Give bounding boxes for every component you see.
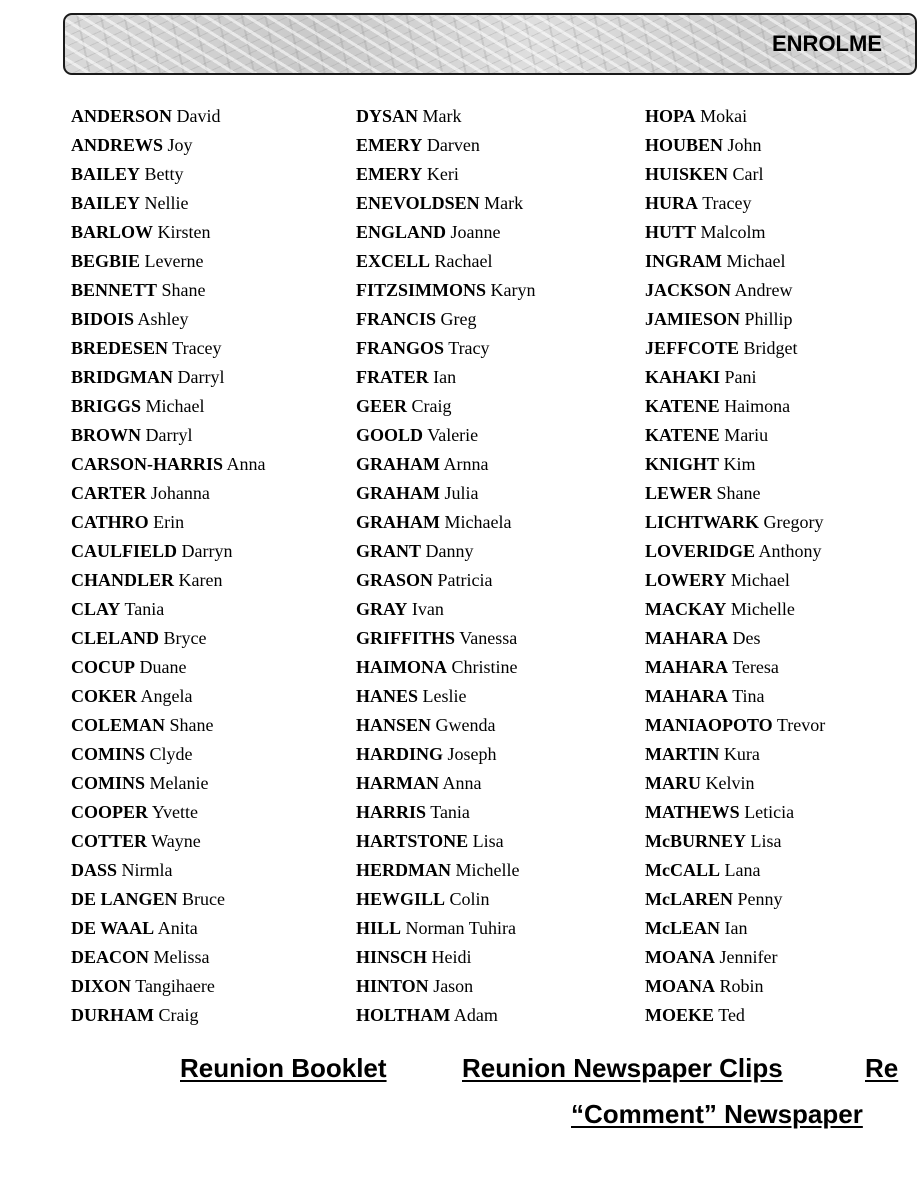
name-entry: [645, 249, 825, 278]
surname: FRATER: [356, 367, 429, 387]
surname: MOANA: [645, 947, 715, 967]
surname: HANSEN: [356, 715, 432, 735]
name-entry: [356, 481, 536, 510]
given-name: Patricia: [437, 570, 493, 590]
given-name: Valerie: [427, 425, 479, 445]
surname: CAULFIELD: [71, 541, 178, 561]
surname: COOPER: [71, 802, 149, 822]
given-name: Teresa: [732, 657, 779, 677]
given-name: Rachael: [434, 251, 493, 271]
given-name: Michael: [726, 251, 786, 271]
surname: LEWER: [645, 483, 713, 503]
name-entry: [645, 394, 825, 423]
given-name: Leticia: [744, 802, 795, 822]
surname: GOOLD: [356, 425, 424, 445]
given-name: Lana: [724, 860, 761, 880]
name-entry: [71, 974, 266, 1003]
surname: COTTER: [71, 831, 148, 851]
name-entry: [71, 829, 266, 858]
given-name: Bryce: [163, 628, 207, 648]
name-entry: [356, 568, 536, 597]
name-entry: [645, 365, 825, 394]
given-name: Carl: [732, 164, 764, 184]
surname: MOANA: [645, 976, 715, 996]
given-name: Jason: [433, 976, 474, 996]
surname: CLAY: [71, 599, 121, 619]
given-name: Penny: [737, 889, 783, 909]
name-entry: [356, 307, 536, 336]
name-entry: [356, 655, 536, 684]
given-name: Heidi: [431, 947, 472, 967]
reunion-newspaper-clips-link[interactable]: Reunion Newspaper Clips: [462, 1053, 783, 1083]
name-entry: [645, 916, 825, 945]
given-name: Trevor: [776, 715, 826, 735]
name-entry: [71, 481, 266, 510]
surname: McLAREN: [645, 889, 733, 909]
surname: MARTIN: [645, 744, 720, 764]
name-entry: [645, 278, 825, 307]
surname: FRANCIS: [356, 309, 437, 329]
given-name: Gregory: [763, 512, 824, 532]
name-entry: [71, 423, 266, 452]
given-name: Tracey: [172, 338, 222, 358]
given-name: Melanie: [149, 773, 209, 793]
name-entry: [645, 829, 825, 858]
name-entry: [71, 742, 266, 771]
given-name: Shane: [161, 280, 206, 300]
given-name: Joy: [167, 135, 193, 155]
given-name: Kirsten: [157, 222, 211, 242]
name-entry: [71, 539, 266, 568]
name-entry: [645, 336, 825, 365]
given-name: Phillip: [744, 309, 793, 329]
name-entry: [71, 655, 266, 684]
name-entry: [356, 394, 536, 423]
name-entry: [645, 945, 825, 974]
name-entry: [645, 104, 825, 133]
surname: GRAHAM: [356, 512, 440, 532]
name-entry: [645, 887, 825, 916]
surname: GRAY: [356, 599, 408, 619]
surname: CARTER: [71, 483, 147, 503]
name-entry: [645, 191, 825, 220]
surname: BENNETT: [71, 280, 158, 300]
name-entry: [71, 626, 266, 655]
given-name: Mokai: [700, 106, 748, 126]
given-name: Lisa: [472, 831, 504, 851]
name-entry: [356, 974, 536, 1003]
name-entry: [71, 800, 266, 829]
surname: GRIFFITHS: [356, 628, 456, 648]
surname: BAILEY: [71, 193, 141, 213]
name-entry: [356, 916, 536, 945]
surname: JEFFCOTE: [645, 338, 740, 358]
surname: HARTSTONE: [356, 831, 469, 851]
given-name: John: [727, 135, 762, 155]
surname: HOUBEN: [645, 135, 724, 155]
surname: HOLTHAM: [356, 1005, 451, 1025]
name-entry: [71, 307, 266, 336]
given-name: Karyn: [490, 280, 536, 300]
name-entry: [71, 568, 266, 597]
name-entry: [645, 684, 825, 713]
given-name: Michelle: [730, 599, 795, 619]
surname: DEACON: [71, 947, 150, 967]
given-name: Vanessa: [459, 628, 518, 648]
surname: MOEKE: [645, 1005, 715, 1025]
banner-title: ENROLME: [772, 31, 882, 56]
given-name: Adam: [453, 1005, 498, 1025]
name-entry: [71, 191, 266, 220]
given-name: Tina: [732, 686, 765, 706]
name-entry: [71, 104, 266, 133]
given-name: Tania: [430, 802, 470, 822]
name-entry: [71, 220, 266, 249]
name-entry: [71, 887, 266, 916]
surname: KAHAKI: [645, 367, 721, 387]
name-entry: [71, 278, 266, 307]
surname: COMINS: [71, 773, 146, 793]
surname: ANDREWS: [71, 135, 164, 155]
given-name: Arnna: [443, 454, 489, 474]
given-name: Ivan: [411, 599, 444, 619]
given-name: Ian: [724, 918, 748, 938]
name-entry: [71, 945, 266, 974]
given-name: Julia: [444, 483, 479, 503]
given-name: Tracey: [702, 193, 752, 213]
name-entry: [356, 742, 536, 771]
surname: DYSAN: [356, 106, 419, 126]
surname: COCUP: [71, 657, 135, 677]
given-name: Bruce: [182, 889, 225, 909]
given-name: Mark: [422, 106, 462, 126]
given-name: Johanna: [150, 483, 210, 503]
given-name: Danny: [425, 541, 474, 561]
surname: HINTON: [356, 976, 429, 996]
name-entry: [71, 1003, 266, 1032]
given-name: Des: [732, 628, 761, 648]
surname: LOWERY: [645, 570, 727, 590]
given-name: Betty: [144, 164, 184, 184]
surname: MAHARA: [645, 628, 728, 648]
surname: CHANDLER: [71, 570, 175, 590]
given-name: Darven: [426, 135, 480, 155]
given-name: Joanne: [450, 222, 501, 242]
surname: HILL: [356, 918, 402, 938]
surname: HANES: [356, 686, 419, 706]
given-name: Darryn: [181, 541, 233, 561]
given-name: Norman Tuhira: [405, 918, 517, 938]
given-name: Lisa: [750, 831, 782, 851]
name-entry: [356, 452, 536, 481]
given-name: Leverne: [144, 251, 204, 271]
surname: HUISKEN: [645, 164, 729, 184]
surname: ENEVOLDSEN: [356, 193, 480, 213]
given-name: Greg: [440, 309, 477, 329]
surname: DE LANGEN: [71, 889, 178, 909]
name-entry: [356, 249, 536, 278]
comment-newspaper-link[interactable]: “Comment” Newspaper: [571, 1099, 863, 1129]
surname: HURA: [645, 193, 698, 213]
given-name: Craig: [411, 396, 452, 416]
given-name: Keri: [426, 164, 459, 184]
given-name: Malcolm: [700, 222, 766, 242]
surname: MACKAY: [645, 599, 727, 619]
given-name: David: [176, 106, 221, 126]
name-entry: [645, 597, 825, 626]
name-entry: [356, 1003, 536, 1032]
given-name: Ashley: [137, 309, 189, 329]
surname: JACKSON: [645, 280, 732, 300]
name-entry: [356, 162, 536, 191]
surname: EMERY: [356, 164, 423, 184]
surname: KATENE: [645, 425, 720, 445]
given-name: Karen: [178, 570, 223, 590]
name-entry: [71, 336, 266, 365]
surname: DIXON: [71, 976, 132, 996]
name-entry: [645, 220, 825, 249]
name-entry: [645, 771, 825, 800]
surname: EXCELL: [356, 251, 431, 271]
given-name: Anthony: [758, 541, 822, 561]
surname: BRIDGMAN: [71, 367, 173, 387]
surname: McLEAN: [645, 918, 720, 938]
surname: BROWN: [71, 425, 142, 445]
surname: HOPA: [645, 106, 696, 126]
name-entry: [645, 133, 825, 162]
surname: MAHARA: [645, 657, 728, 677]
name-entry: [645, 655, 825, 684]
surname: JAMIESON: [645, 309, 741, 329]
name-entry: [356, 858, 536, 887]
given-name: Angela: [140, 686, 193, 706]
reunion-booklet-link[interactable]: Reunion Booklet: [180, 1053, 387, 1083]
name-entry: [71, 249, 266, 278]
name-entry: [71, 597, 266, 626]
surname: COMINS: [71, 744, 146, 764]
name-entry: [71, 510, 266, 539]
name-entry: [645, 539, 825, 568]
given-name: Tracy: [448, 338, 490, 358]
name-entry: [71, 713, 266, 742]
name-column-2: [356, 104, 536, 1032]
given-name: Ted: [718, 1005, 745, 1025]
name-entry: [356, 626, 536, 655]
surname: HINSCH: [356, 947, 428, 967]
given-name: Darryl: [145, 425, 193, 445]
name-entry: [356, 684, 536, 713]
given-name: Clyde: [149, 744, 193, 764]
name-entry: [645, 713, 825, 742]
name-entry: [356, 220, 536, 249]
given-name: Anna: [442, 773, 482, 793]
given-name: Melissa: [153, 947, 210, 967]
surname: GEER: [356, 396, 408, 416]
given-name: Mariu: [724, 425, 769, 445]
given-name: Gwenda: [435, 715, 496, 735]
surname: ANDERSON: [71, 106, 173, 126]
name-entry: [356, 423, 536, 452]
name-entry: [645, 974, 825, 1003]
given-name: Michael: [145, 396, 205, 416]
surname: MANIAOPOTO: [645, 715, 773, 735]
given-name: Anna: [226, 454, 266, 474]
surname: DE WAAL: [71, 918, 155, 938]
surname: GRANT: [356, 541, 422, 561]
given-name: Duane: [139, 657, 187, 677]
name-entry: [645, 742, 825, 771]
name-entry: [645, 800, 825, 829]
surname: FITZSIMMONS: [356, 280, 487, 300]
name-entry: [356, 510, 536, 539]
given-name: Jennifer: [719, 947, 778, 967]
given-name: Bridget: [743, 338, 798, 358]
given-name: Haimona: [724, 396, 791, 416]
name-entry: [645, 626, 825, 655]
surname: CARSON-HARRIS: [71, 454, 224, 474]
name-entry: [71, 858, 266, 887]
surname: HAIMONA: [356, 657, 447, 677]
given-name: Nellie: [144, 193, 189, 213]
given-name: Michael: [730, 570, 790, 590]
surname: HARRIS: [356, 802, 427, 822]
given-name: Darryl: [177, 367, 225, 387]
surname: HARDING: [356, 744, 444, 764]
surname: KATENE: [645, 396, 720, 416]
given-name: Andrew: [734, 280, 793, 300]
name-entry: [356, 887, 536, 916]
given-name: Kim: [723, 454, 756, 474]
given-name: Tangihaere: [135, 976, 215, 996]
name-entry: [71, 365, 266, 394]
surname: HEWGILL: [356, 889, 446, 909]
surname: MAHARA: [645, 686, 728, 706]
surname: BARLOW: [71, 222, 154, 242]
name-column-1: [71, 104, 266, 1032]
surname: CLELAND: [71, 628, 160, 648]
given-name: Erin: [153, 512, 185, 532]
given-name: Nirmla: [121, 860, 173, 880]
name-entry: [645, 307, 825, 336]
name-entry: [356, 829, 536, 858]
name-entry: [645, 481, 825, 510]
given-name: Kura: [723, 744, 760, 764]
given-name: Shane: [169, 715, 214, 735]
surname: LICHTWARK: [645, 512, 760, 532]
surname: COLEMAN: [71, 715, 165, 735]
name-entry: [356, 191, 536, 220]
given-name: Robin: [719, 976, 764, 996]
surname: HARMAN: [356, 773, 439, 793]
name-entry: [645, 858, 825, 887]
given-name: Ian: [433, 367, 457, 387]
surname: GRAHAM: [356, 454, 440, 474]
surname: BEGBIE: [71, 251, 141, 271]
name-entry: [645, 510, 825, 539]
given-name: Shane: [716, 483, 761, 503]
surname: MARU: [645, 773, 701, 793]
name-entry: [356, 713, 536, 742]
given-name: Tania: [124, 599, 165, 619]
surname: MATHEWS: [645, 802, 740, 822]
given-name: Christine: [451, 657, 518, 677]
surname: EMERY: [356, 135, 423, 155]
given-name: Pani: [724, 367, 757, 387]
surname: KNIGHT: [645, 454, 720, 474]
name-entry: [71, 452, 266, 481]
surname: LOVERIDGE: [645, 541, 756, 561]
given-name: Anita: [157, 918, 198, 938]
given-name: Craig: [158, 1005, 199, 1025]
surname: BREDESEN: [71, 338, 169, 358]
surname: DASS: [71, 860, 118, 880]
name-entry: [71, 162, 266, 191]
surname: DURHAM: [71, 1005, 154, 1025]
name-entry: [71, 771, 266, 800]
name-entry: [356, 104, 536, 133]
reunion-partial-link[interactable]: Re: [865, 1053, 899, 1083]
surname: GRAHAM: [356, 483, 440, 503]
name-entry: [645, 423, 825, 452]
surname: INGRAM: [645, 251, 722, 271]
surname: BIDOIS: [71, 309, 135, 329]
name-entry: [356, 278, 536, 307]
name-entry: [71, 916, 266, 945]
name-entry: [356, 771, 536, 800]
surname: BAILEY: [71, 164, 141, 184]
surname: CATHRO: [71, 512, 149, 532]
surname: McBURNEY: [645, 831, 746, 851]
name-entry: [71, 133, 266, 162]
given-name: Michelle: [455, 860, 520, 880]
name-column-3: [645, 104, 825, 1032]
name-entry: [356, 365, 536, 394]
surname: GRASON: [356, 570, 434, 590]
given-name: Michaela: [444, 512, 512, 532]
name-entry: [71, 394, 266, 423]
name-entry: [356, 539, 536, 568]
name-entry: [645, 568, 825, 597]
surname: ENGLAND: [356, 222, 447, 242]
surname: McCALL: [645, 860, 720, 880]
name-entry: [356, 945, 536, 974]
given-name: Leslie: [422, 686, 467, 706]
given-name: Kelvin: [705, 773, 755, 793]
name-entry: [645, 1003, 825, 1032]
given-name: Yvette: [151, 802, 199, 822]
enrolment-banner: [63, 13, 917, 75]
given-name: Mark: [484, 193, 524, 213]
name-entry: [356, 800, 536, 829]
name-entry: [356, 133, 536, 162]
name-entry: [645, 162, 825, 191]
given-name: Colin: [449, 889, 490, 909]
surname: HUTT: [645, 222, 697, 242]
surname: BRIGGS: [71, 396, 142, 416]
name-entry: [645, 452, 825, 481]
surname: HERDMAN: [356, 860, 451, 880]
surname: FRANGOS: [356, 338, 445, 358]
given-name: Joseph: [447, 744, 497, 764]
name-entry: [356, 597, 536, 626]
given-name: Wayne: [151, 831, 201, 851]
name-entry: [356, 336, 536, 365]
surname: COKER: [71, 686, 138, 706]
name-entry: [71, 684, 266, 713]
